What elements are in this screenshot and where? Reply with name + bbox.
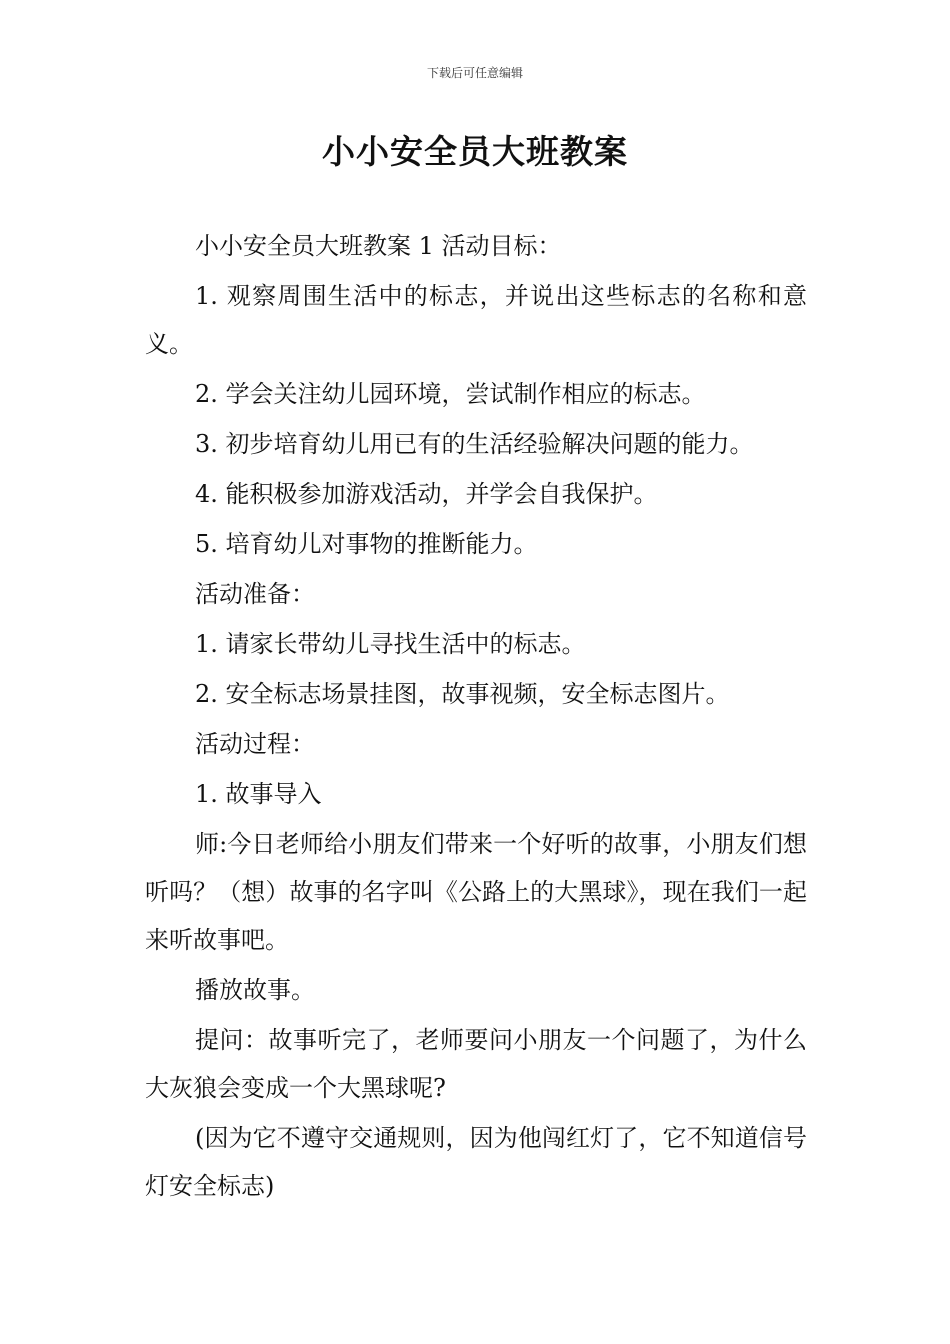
- paragraph: 师:今日老师给小朋友们带来一个好听的故事，小朋友们想听吗？（想）故事的名字叫《公路上的大黑球》，现在我们一起来听故事吧。: [145, 830, 807, 954]
- paragraph: 1. 故事导入: [195, 780, 322, 808]
- paragraph: 4. 能积极参加游戏活动，并学会自我保护。: [195, 480, 658, 508]
- document-body: [145, 222, 807, 1212]
- section-heading: 活动准备：: [195, 580, 315, 608]
- paragraph: 2. 学会关注幼儿园环境，尝试制作相应的标志。: [195, 380, 706, 408]
- paragraph: 小小安全员大班教案 1 活动目标：: [195, 232, 562, 260]
- paragraph: 3. 初步培育幼儿用已有的生活经验解决问题的能力。: [195, 430, 754, 458]
- header-note: 下载后可任意编辑: [426, 66, 523, 80]
- paragraph: 5. 培育幼儿对事物的推断能力。: [195, 530, 538, 558]
- section-heading: 活动过程：: [195, 730, 315, 758]
- paragraph: 1. 观察周围生活中的标志，并说出这些标志的名称和意义。: [145, 282, 807, 358]
- paragraph: (因为它不遵守交通规则，因为他闯红灯了，它不知道信号灯安全标志): [145, 1124, 807, 1200]
- paragraph: 提问：故事听完了，老师要问小朋友一个问题了，为什么大灰狼会变成一个大黑球呢?: [145, 1026, 807, 1102]
- paragraph: 播放故事。: [195, 976, 315, 1004]
- document-title: 小小安全员大班教案: [322, 132, 628, 171]
- paragraph: 1. 请家长带幼儿寻找生活中的标志。: [195, 630, 586, 658]
- paragraph: 2. 安全标志场景挂图，故事视频，安全标志图片。: [195, 680, 730, 708]
